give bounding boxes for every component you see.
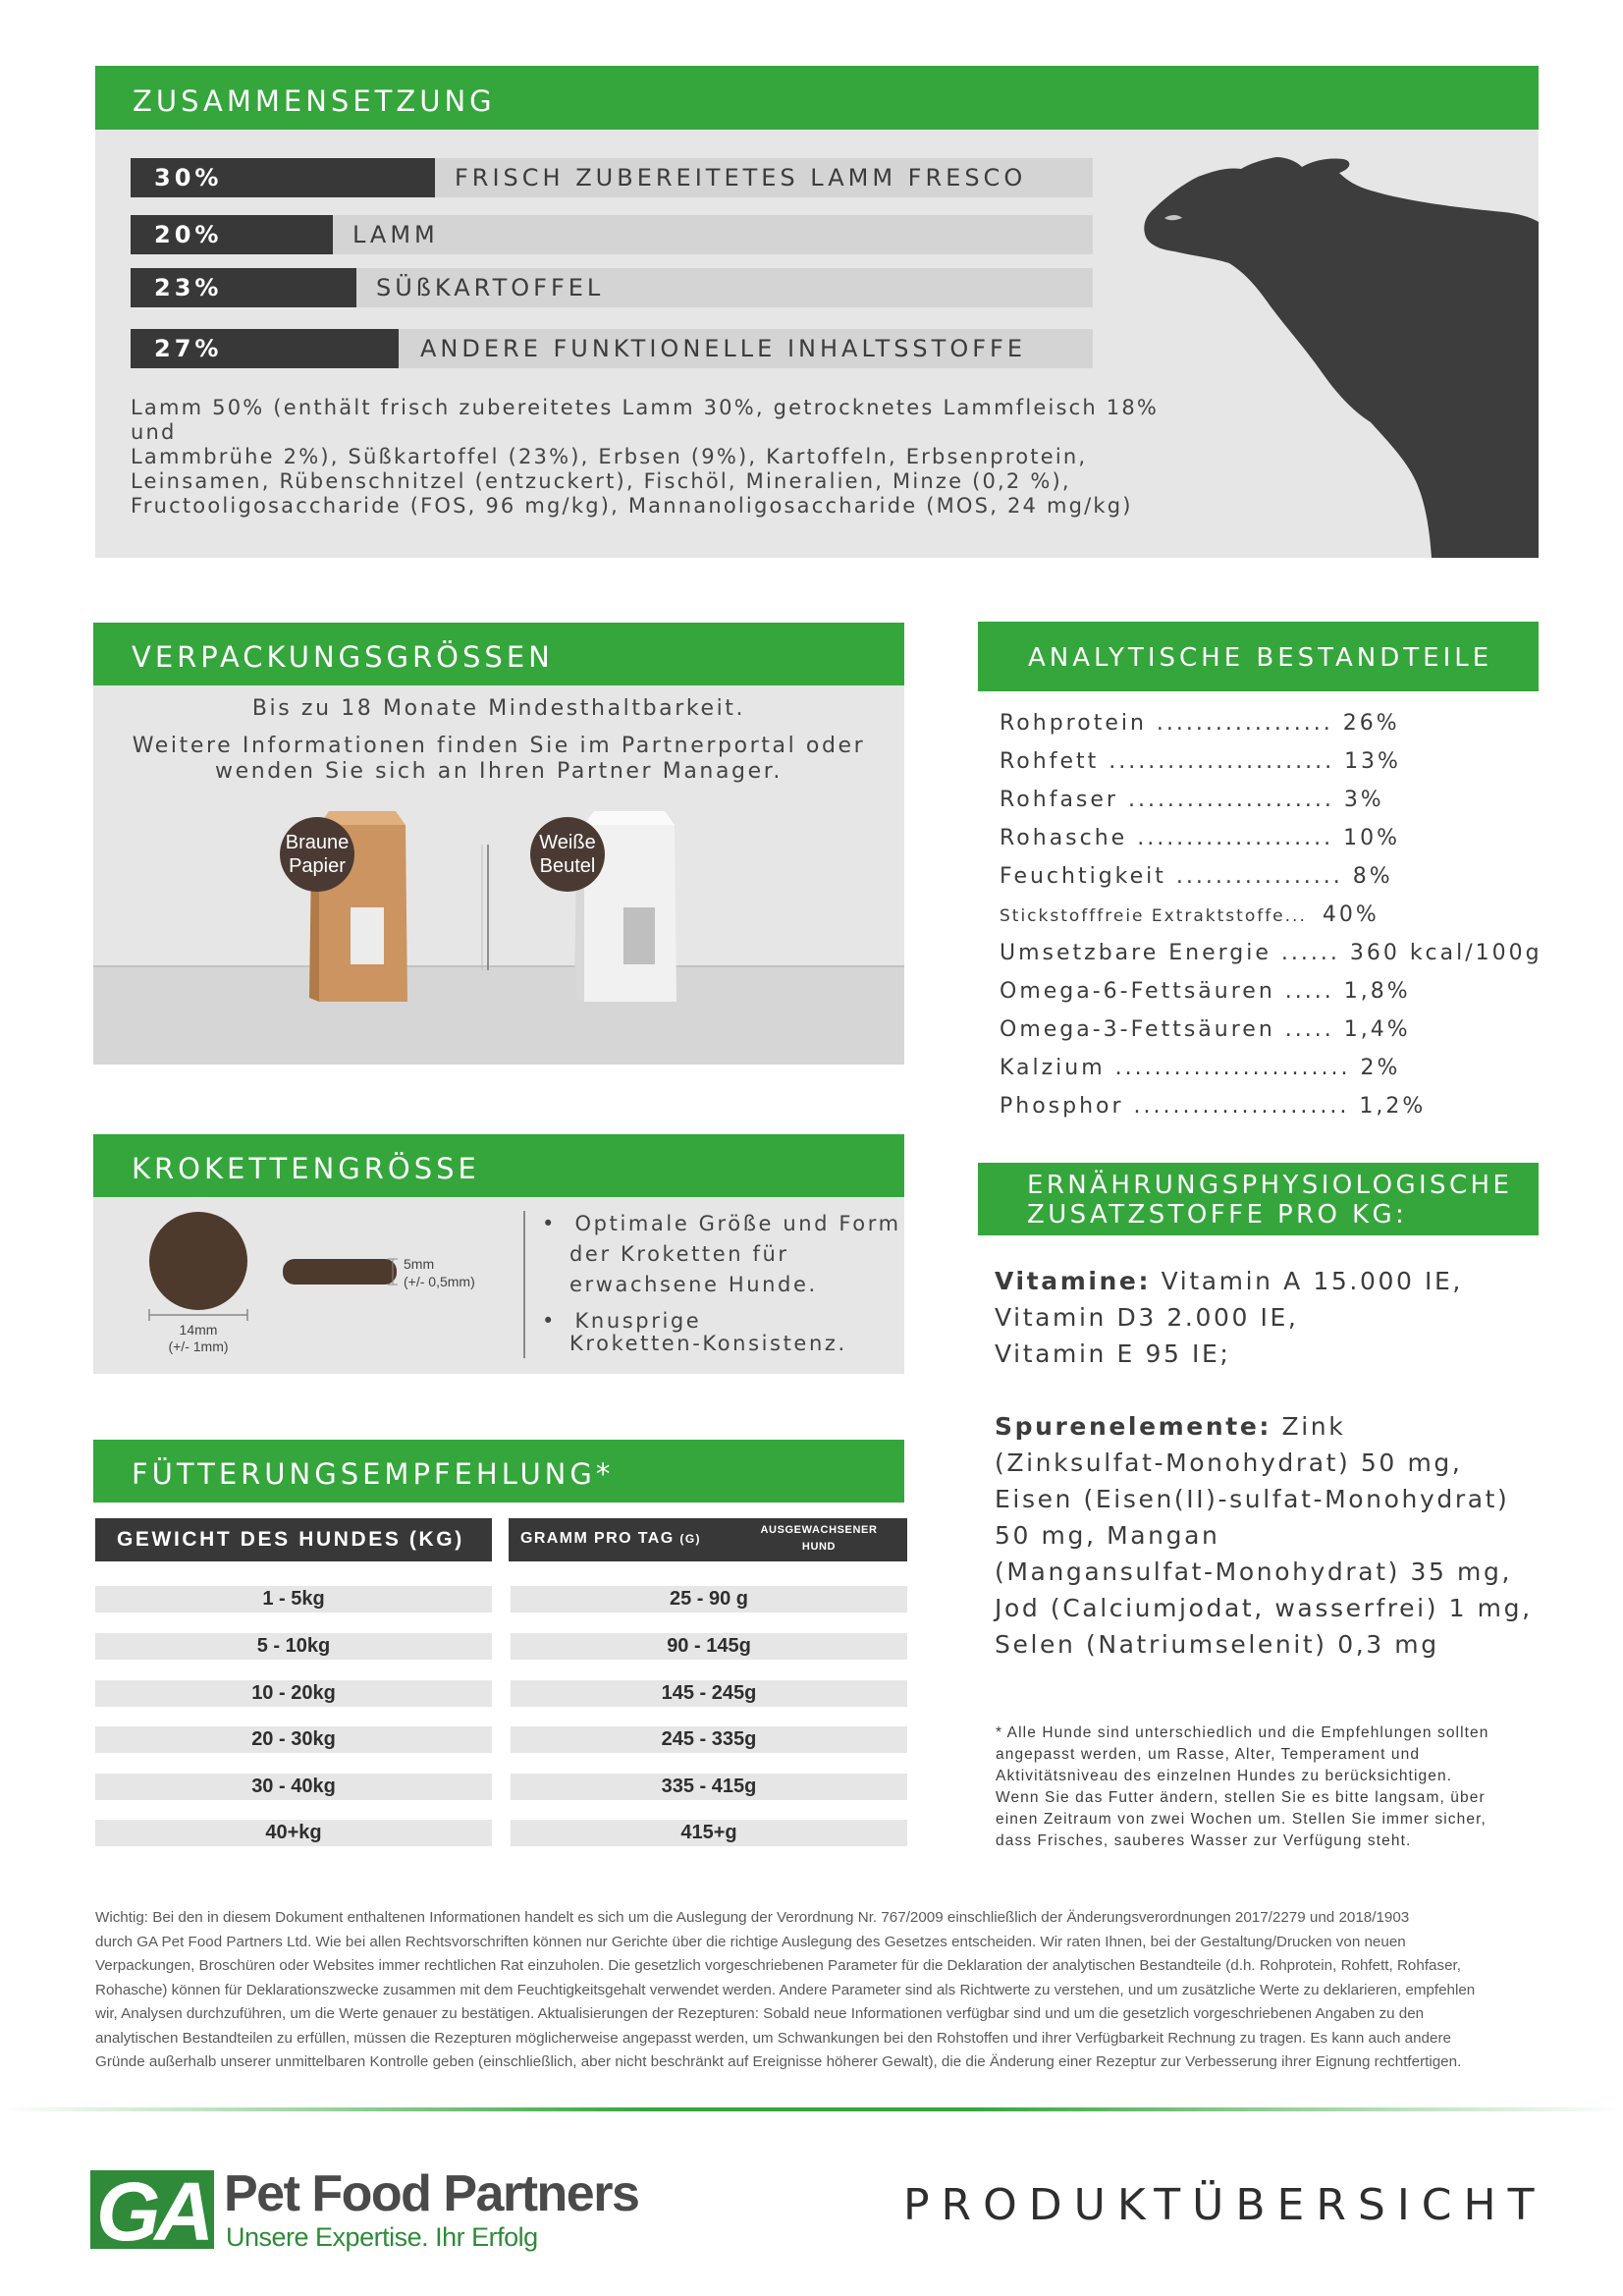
kibble-divider (523, 1211, 525, 1358)
analytics-row: Rohfaser ..................... 3% (1000, 788, 1384, 812)
nfe-label: Stickstofffreie Extraktstoffe... (1000, 906, 1307, 926)
composition-percent: 20% (131, 215, 333, 254)
feeding-footnote: * Alle Hunde sind unterschiedlich und die Empfehlungen sollten angepasst werden, um Rasse, Alter, Temperament und Aktivitätsniveau des einzelnen Hundes zu berücksichtigen. Wenn Sie das Futter ändern, stellen Sie es bitte langsam, über einen Zeitraum von zwei Wochen um. Stellen Sie immer sicher, dass Frisches, sauberes Wasser zur Verfügung steht. (996, 1724, 1489, 1849)
kibble-bullets: • Optimale Größe und Form der Kroketten für erwachsene Hunde. • Knusprige Kroketten-Konsistenz. (542, 1212, 901, 1355)
analytics-row: Omega-6-Fettsäuren ..... 1,8% (1000, 979, 1411, 1004)
feeding-grams-cell: 90 - 145g (511, 1633, 907, 1660)
composition-row (131, 215, 1093, 254)
feeding-weight-cell: 40+kg (95, 1820, 492, 1846)
composition-label: SÜßKARTOFFEL (356, 268, 1093, 307)
kibble-side-icon (283, 1259, 397, 1285)
composition-row (131, 268, 1093, 307)
feeding-grams-cell: 415+g (511, 1820, 907, 1846)
white-bag-label: Weiße Beutel (539, 832, 596, 877)
feeding-title: FÜTTERUNGSEMPFEHLUNG* (132, 1457, 615, 1491)
supplements-title-line: ERNÄHRUNGSPHYSIOLOGISCHE (1027, 1171, 1513, 1200)
feeding-weight-cell: 1 - 5kg (95, 1586, 492, 1613)
composition-percent: 27% (131, 329, 399, 368)
packaging-illustration (93, 786, 904, 1065)
kibble-diameter: 14mm (+/- 1mm) (168, 1322, 229, 1354)
shelf-life-text: Bis zu 18 Monate Mindesthaltbarkeit. (251, 696, 746, 721)
composition-percent: 23% (131, 268, 356, 307)
analytics-header (978, 622, 1539, 691)
composition-text: Lamm 50% (enthält frisch zubereitetes Lamm 30%, getrocknetes Lammfleisch 18% und Lammbrühe 2%), Süßkartoffel (23%), Erbsen (9%), Kartoffeln, Erbsenprotein, Leinsamen, Rübenschnitzel (entzuckert), Fischöl, Mineralien, Minze (0,2 %), Fructooligosaccharide (FOS, 96 mg/kg), Mannanoligosaccharide (MOS, 24 mg/kg) (131, 396, 1160, 518)
feeding-grams-cell: 245 - 335g (511, 1726, 907, 1753)
bullet-icon: • (542, 1212, 575, 1235)
composition-title: ZUSAMMENSETZUNG (133, 84, 496, 118)
footer-divider (0, 2107, 1623, 2111)
analytics-row: Omega-3-Fettsäuren ..... 1,4% (1000, 1017, 1411, 1042)
analytics-title: ANALYTISCHE BESTANDTEILE (1028, 643, 1493, 673)
supplements-text: Vitamine: Vitamin A 15.000 IE, Vitamin D3 2.000 IE, Vitamin E 95 IE; Spurenelemente: Zink (Zinksulfat-Monohydrat) 50 mg, Eisen (Eisen(II)-sulfat-Monohydrat) 50 mg, Mangan (Mangansulfat-Monohydrat) 35 mg, Jod (Calciumjodat, wasserfrei) 1 mg, Selen (Natriumselenit) 0,3 mg (995, 1267, 1533, 1659)
feeding-col-weight: GEWICHT DES HUNDES (KG) (95, 1518, 492, 1561)
analytics-row: Feuchtigkeit ................. 8% (1000, 864, 1393, 889)
packaging-text: Bis zu 18 Monate Mindesthaltbarkeit. Weitere Informationen finden Sie im Partnerportal oder wenden Sie sich an Ihren Partner Manager. (93, 694, 904, 787)
composition-label: ANDERE FUNKTIONELLE INHALTSSTOFFE (399, 329, 1093, 368)
kibble-round-icon (149, 1212, 247, 1310)
ga-logo-mark: GA (96, 2165, 208, 2258)
sheep-icon (1139, 157, 1539, 558)
composition-label: LAMM (333, 215, 1093, 254)
analytics-row (1000, 902, 1380, 927)
brand-tagline: Unsere Expertise. Ihr Erfolg (226, 2222, 538, 2252)
feeding-header (93, 1440, 904, 1503)
kibble-height: 5mm (+/- 0,5mm) (404, 1256, 475, 1289)
analytics-row: Phosphor ...................... 1,2% (1000, 1094, 1427, 1119)
analytics-row: Kalzium ........................ 2% (1000, 1056, 1401, 1080)
packaging-header (93, 623, 904, 685)
feeding-col-grams: GRAMM PRO TAG (G) AUSGEWACHSENER HUND (509, 1518, 907, 1561)
kibble-header (93, 1134, 904, 1197)
trace-elements-label: Spurenelemente: (995, 1412, 1271, 1441)
feeding-weight-cell: 30 - 40kg (95, 1774, 492, 1800)
kibble-title: KROKETTENGRÖSSE (132, 1152, 480, 1185)
composition-row (131, 158, 1093, 197)
feeding-weight-cell: 5 - 10kg (95, 1633, 492, 1660)
vitamins-label: Vitamine: (995, 1267, 1152, 1295)
feeding-grams-cell: 25 - 90 g (511, 1586, 907, 1613)
feeding-grams-cell: 145 - 245g (511, 1680, 907, 1707)
analytics-row: Rohasche .................... 10% (1000, 826, 1400, 850)
brown-bag-label: Braune Papier (285, 832, 350, 877)
feeding-weight-cell: 20 - 30kg (95, 1726, 492, 1753)
nfe-value: 40% (1322, 902, 1380, 927)
packaging-title: VERPACKUNGSGRÖSSEN (132, 640, 554, 674)
analytics-row: Rohprotein .................. 26% (1000, 711, 1400, 736)
analytics-row: Rohfett ....................... 13% (1000, 749, 1401, 774)
composition-header (95, 66, 1539, 130)
bullet-icon: • (542, 1309, 575, 1333)
document-title: PRODUKTÜBERSICHT (903, 2180, 1546, 2230)
ga-logo (90, 2165, 214, 2258)
composition-label: FRISCH ZUBEREITETES LAMM FRESCO (435, 158, 1093, 197)
supplements-title-line: ZUSATZSTOFFE PRO KG: (1027, 1200, 1408, 1230)
composition-row (131, 329, 1093, 368)
composition-percent: 30% (131, 158, 435, 197)
legal-disclaimer: Wichtig: Bei den in diesem Dokument enthaltenen Informationen handelt es sich um die Auslegung der Verordnung Nr. 767/2009 einschließlich der Änderungsverordnungen 2017/2279 und 2018/1903 durch GA Pet Food Partners Ltd. Wie bei allen Rechtsvorschriften können nur Gerichte über die richtige Auslegung des Gesetzes entscheiden. Wir raten Ihnen, bei der Gestaltung/Drucken von neuen Verpackungen, Broschüren oder Websites immer rechtlichen Rat einzuholen. Die gesetzlich vorgeschriebenen Parameter für die Deklaration der analytischen Bestandteile (d.h. Rohprotein, Rohfett, Rohfaser, Rohasche) können für Deklarationszwecke zusammen mit dem Feuchtigkeitsgehalt verwendet werden. Andere Parameter sind als Richtwerte zu verstehen, und um zusätzliche Werte zu deklarieren, empfehlen wir, Analysen durchzuführen, um die Werte genauer zu bestätigen. Aktualisierungen der Rezepturen: Sobald neue Informationen verfügbar sind und um die gesetzlich vorgeschriebenen Angaben zu den analytischen Bestandteilen zu erfüllen, müssen die Rezepturen möglicherweise angepasst werden, um Schwankungen bei den Rohstoffen und ihrer Verfügbarkeit Rechnung zu tragen. Es kann auch andere Gründe außerhalb unserer unmittelbaren Kontrolle geben (einschließlich, aber nicht beschränkt auf Ereignisse höherer Gewalt), die die Änderung einer Rezeptur zur Verbesserung ihrer Eignung rechtfertigen. (95, 1909, 1476, 2070)
analytics-row: Umsetzbare Energie ...... 360 kcal/100g (1000, 941, 1542, 965)
feeding-weight-cell: 10 - 20kg (95, 1680, 492, 1707)
brand-name: Pet Food Partners (224, 2165, 639, 2222)
supplements-header (978, 1163, 1539, 1235)
feeding-grams-cell: 335 - 415g (511, 1774, 907, 1800)
